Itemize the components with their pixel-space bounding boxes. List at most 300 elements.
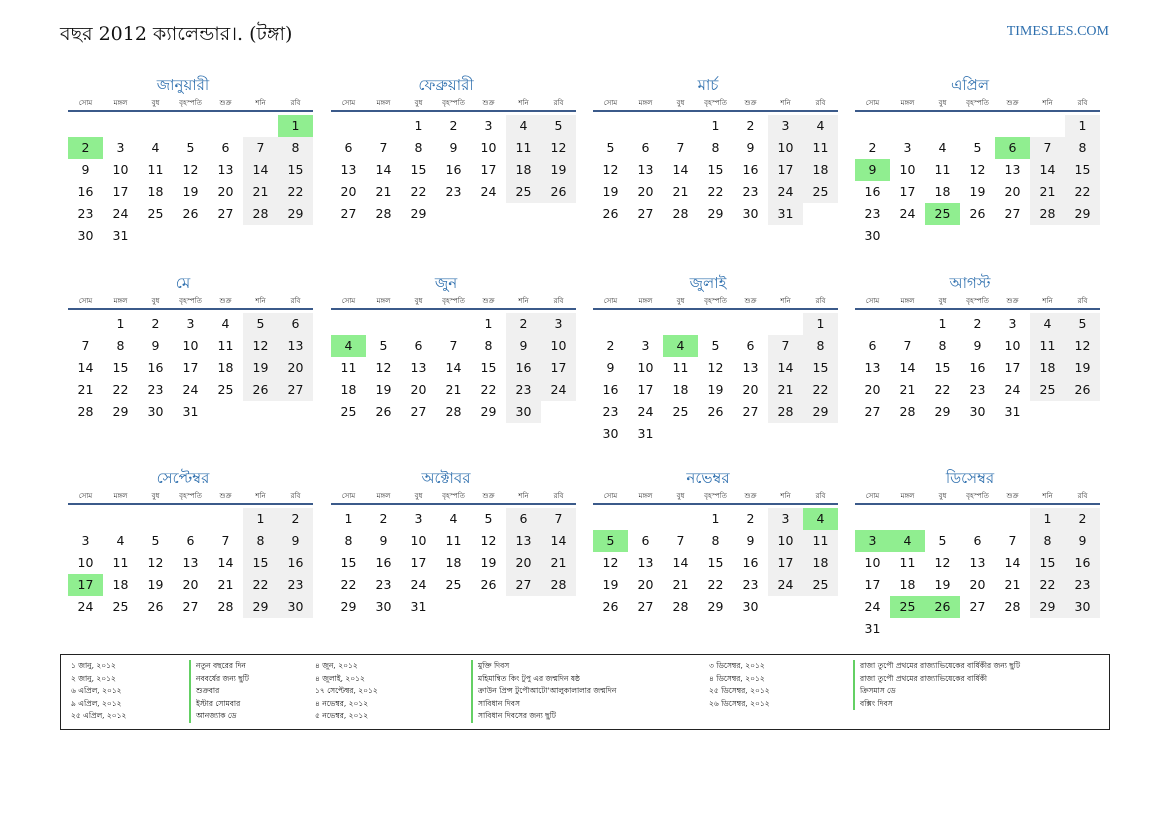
holiday-day-cell: 5 (593, 530, 628, 552)
holiday-list (60, 654, 1110, 730)
day-cell: 29 (112, 404, 129, 419)
day-cell: 11 (803, 530, 838, 552)
day-cell: 21 (672, 577, 689, 592)
day-cell: 10 (899, 162, 916, 177)
weekday-label: রবি (1077, 297, 1088, 305)
day-cell: 6 (414, 338, 423, 353)
weekday-label: বুধ (151, 492, 160, 500)
day-cell: 2 (746, 511, 755, 526)
day-cell: 1 (1030, 508, 1065, 530)
day-cell: 30 (742, 599, 759, 614)
day-cell: 26 (602, 206, 619, 221)
day-cell: 29 (480, 404, 497, 419)
day-cell: 4 (803, 115, 838, 137)
month-5 (60, 272, 306, 423)
day-cell: 3 (768, 508, 803, 530)
day-cell: 16 (278, 552, 313, 574)
day-cell: 22 (707, 184, 724, 199)
day-cell: 3 (81, 533, 90, 548)
day-cell: 18 (803, 552, 838, 574)
day-cell: 30 (969, 404, 986, 419)
day-cell: 30 (77, 228, 94, 243)
day-cell: 28 (541, 574, 576, 596)
site-link[interactable]: TIMESLES.COM (1006, 24, 1109, 39)
day-cell: 21 (541, 552, 576, 574)
day-cell: 19 (934, 577, 951, 592)
day-cell: 3 (541, 313, 576, 335)
empty-cell (960, 115, 995, 137)
day-cell: 9 (449, 140, 458, 155)
day-cell: 15 (243, 552, 278, 574)
day-cell: 16 (864, 184, 881, 199)
day-cell: 22 (707, 577, 724, 592)
day-cell: 29 (243, 596, 278, 618)
month-name: আগস্ট (949, 274, 991, 292)
day-cell: 20 (969, 577, 986, 592)
header-rule (593, 308, 838, 310)
empty-cell (890, 508, 925, 530)
day-cell: 16 (506, 357, 541, 379)
weekday-label: বৃহস্পতি (966, 99, 989, 107)
day-cell: 20 (742, 382, 759, 397)
weekday-label: মঙ্গল (638, 492, 653, 500)
empty-cell (138, 508, 173, 530)
day-cell: 11 (340, 360, 357, 375)
holiday-day-cell: 4 (803, 508, 838, 530)
day-cell: 31 (1004, 404, 1021, 419)
day-cell: 15 (278, 159, 313, 181)
month-11 (585, 467, 831, 618)
day-cell: 7 (221, 533, 230, 548)
day-cell: 2 (973, 316, 982, 331)
month-name: মে (175, 274, 191, 292)
holiday-date: ৪ নভেম্বর, ২০১২ (315, 698, 369, 708)
day-cell: 21 (768, 379, 803, 401)
weekday-label: বুধ (151, 99, 160, 107)
empty-cell (243, 115, 278, 137)
empty-cell (68, 508, 103, 530)
empty-cell (208, 508, 243, 530)
holiday-name: রাজা তুপৌ প্রথমের রাজ্যাভিষেকের বার্ষিকীর জন্য ছুটি (853, 660, 1020, 673)
day-cell: 6 (641, 140, 650, 155)
holiday-name: সাবিধান দিবস (471, 698, 520, 711)
day-cell: 5 (606, 140, 615, 155)
day-cell: 30 (602, 426, 619, 441)
day-cell: 16 (602, 382, 619, 397)
day-cell: 27 (340, 206, 357, 221)
day-cell: 14 (768, 357, 803, 379)
weekday-label: বুধ (938, 99, 947, 107)
day-cell: 5 (379, 338, 388, 353)
weekday-label: সোম (341, 492, 356, 500)
month-12 (847, 467, 1093, 640)
day-cell: 22 (803, 379, 838, 401)
holiday-day-cell: 25 (890, 596, 925, 618)
day-cell: 24 (1004, 382, 1021, 397)
day-cell: 16 (375, 555, 392, 570)
header-rule (68, 308, 313, 310)
day-cell: 29 (340, 599, 357, 614)
day-cell: 8 (278, 137, 313, 159)
empty-cell (628, 313, 663, 335)
month-name: মার্চ (697, 76, 719, 94)
day-cell: 16 (742, 162, 759, 177)
holiday-name: সাবিধান দিবসের জন্য ছুটি (471, 710, 556, 723)
day-cell: 4 (1030, 313, 1065, 335)
weekday-label: মঙ্গল (900, 99, 915, 107)
month-name: ফেব্রুয়ারী (418, 76, 474, 94)
day-cell: 30 (278, 596, 313, 618)
day-cell: 22 (410, 184, 427, 199)
day-cell: 10 (541, 335, 576, 357)
empty-cell (103, 508, 138, 530)
month-7 (585, 272, 831, 445)
day-cell: 25 (803, 181, 838, 203)
day-cell: 15 (340, 555, 357, 570)
day-cell: 8 (711, 533, 720, 548)
empty-cell (138, 115, 173, 137)
holiday-day-cell: 3 (855, 530, 890, 552)
day-cell: 6 (278, 313, 313, 335)
header-rule (855, 503, 1100, 505)
day-cell: 17 (864, 577, 881, 592)
day-cell: 29 (1065, 203, 1100, 225)
day-cell: 1 (711, 511, 720, 526)
weekday-label: শুক্র (744, 492, 757, 500)
day-cell: 10 (480, 140, 497, 155)
month-name: জুলাই (689, 274, 727, 292)
month-8 (847, 272, 1093, 423)
holiday-date: ৪ জুলাই, ২০১২ (315, 673, 365, 683)
day-cell: 27 (742, 404, 759, 419)
day-cell: 29 (707, 599, 724, 614)
day-cell: 16 (1065, 552, 1100, 574)
holiday-date: ১ জানু, ২০১২ (71, 661, 116, 670)
holiday-name: মুক্তি দিবস (471, 660, 509, 673)
empty-cell (1030, 115, 1065, 137)
day-cell: 15 (803, 357, 838, 379)
day-cell: 3 (186, 316, 195, 331)
day-cell: 28 (768, 401, 803, 423)
day-cell: 21 (1030, 181, 1065, 203)
weekday-label: সোম (865, 297, 880, 305)
empty-cell (366, 313, 401, 335)
weekday-label: শুক্র (1006, 492, 1019, 500)
day-cell: 14 (445, 360, 462, 375)
holiday-date: ২৬ ডিসেম্বর, ২০১২ (709, 698, 770, 708)
empty-cell (593, 313, 628, 335)
holiday-name: নববর্ষের জন্য ছুটি (189, 673, 249, 686)
weekday-label: বুধ (676, 297, 685, 305)
day-cell: 8 (803, 335, 838, 357)
day-cell: 7 (676, 533, 685, 548)
day-cell: 20 (278, 357, 313, 379)
day-cell: 23 (742, 184, 759, 199)
day-cell: 19 (480, 555, 497, 570)
day-cell: 7 (768, 335, 803, 357)
day-cell: 24 (637, 404, 654, 419)
holiday-name: আনজ্যাক ডে (189, 710, 236, 723)
weekday-label: রবি (1077, 492, 1088, 500)
holiday-day-cell: 9 (855, 159, 890, 181)
empty-cell (890, 115, 925, 137)
empty-cell (925, 508, 960, 530)
weekday-label: শনি (1042, 297, 1053, 305)
day-cell: 25 (1030, 379, 1065, 401)
empty-cell (663, 508, 698, 530)
day-cell: 27 (969, 599, 986, 614)
day-cell: 31 (112, 228, 129, 243)
day-cell: 26 (707, 404, 724, 419)
day-cell: 10 (1004, 338, 1021, 353)
weekday-label: মঙ্গল (376, 492, 391, 500)
day-cell: 13 (742, 360, 759, 375)
day-cell: 25 (506, 181, 541, 203)
holiday-day-cell: 2 (68, 137, 103, 159)
weekday-label: বৃহস্পতি (179, 99, 202, 107)
holiday-date: ৯ এপ্রিল, ২০১২ (71, 698, 122, 708)
day-cell: 1 (116, 316, 125, 331)
day-cell: 27 (410, 404, 427, 419)
weekday-label: মঙ্গল (900, 297, 915, 305)
day-cell: 8 (484, 338, 493, 353)
day-cell: 23 (147, 382, 164, 397)
weekday-label: শনি (1042, 492, 1053, 500)
day-cell: 22 (278, 181, 313, 203)
weekday-label: রবি (1077, 99, 1088, 107)
day-cell: 6 (868, 338, 877, 353)
day-cell: 21 (375, 184, 392, 199)
day-cell: 5 (186, 140, 195, 155)
weekday-label: সোম (603, 492, 618, 500)
weekday-label: শুক্র (482, 297, 495, 305)
day-cell: 26 (480, 577, 497, 592)
day-cell: 15 (1030, 552, 1065, 574)
empty-cell (68, 313, 103, 335)
day-cell: 23 (1065, 574, 1100, 596)
day-cell: 7 (1008, 533, 1017, 548)
day-cell: 20 (182, 577, 199, 592)
weekday-label: মঙ্গল (638, 297, 653, 305)
day-cell: 18 (506, 159, 541, 181)
day-cell: 29 (707, 206, 724, 221)
weekday-label: বৃহস্পতি (442, 492, 465, 500)
day-cell: 20 (864, 382, 881, 397)
day-cell: 23 (77, 206, 94, 221)
day-cell: 31 (864, 621, 881, 636)
day-cell: 31 (410, 599, 427, 614)
day-cell: 12 (375, 360, 392, 375)
day-cell: 14 (77, 360, 94, 375)
day-cell: 10 (637, 360, 654, 375)
day-cell: 16 (969, 360, 986, 375)
day-cell: 28 (672, 206, 689, 221)
day-cell: 8 (344, 533, 353, 548)
day-cell: 5 (711, 338, 720, 353)
header-rule (855, 308, 1100, 310)
day-cell: 28 (1004, 599, 1021, 614)
month-4 (847, 74, 1093, 247)
day-cell: 27 (182, 599, 199, 614)
day-cell: 2 (151, 316, 160, 331)
day-cell: 18 (112, 577, 129, 592)
day-cell: 29 (278, 203, 313, 225)
empty-cell (960, 508, 995, 530)
day-cell: 1 (711, 118, 720, 133)
day-cell: 25 (672, 404, 689, 419)
day-cell: 19 (602, 577, 619, 592)
empty-cell (663, 313, 698, 335)
day-cell: 13 (637, 162, 654, 177)
day-cell: 6 (746, 338, 755, 353)
weekday-label: শনি (780, 492, 791, 500)
day-cell: 26 (147, 599, 164, 614)
weekday-label: সোম (865, 99, 880, 107)
day-cell: 22 (1030, 574, 1065, 596)
day-cell: 25 (445, 577, 462, 592)
day-cell: 26 (182, 206, 199, 221)
day-cell: 18 (147, 184, 164, 199)
day-cell: 3 (768, 115, 803, 137)
weekday-label: বৃহস্পতি (179, 297, 202, 305)
day-cell: 24 (480, 184, 497, 199)
day-cell: 17 (541, 357, 576, 379)
day-cell: 17 (480, 162, 497, 177)
day-cell: 7 (81, 338, 90, 353)
day-cell: 22 (243, 574, 278, 596)
day-cell: 20 (637, 577, 654, 592)
day-cell: 10 (410, 533, 427, 548)
holiday-name: রাজা তুপৌ প্রথমের রাজ্যাভিষেকের বার্ষিকী (853, 673, 987, 686)
month-9 (60, 467, 306, 618)
day-cell: 14 (672, 555, 689, 570)
header-rule (331, 308, 576, 310)
weekday-label: শনি (518, 297, 529, 305)
day-cell: 19 (541, 159, 576, 181)
weekday-label: শনি (780, 297, 791, 305)
day-cell: 27 (637, 206, 654, 221)
day-cell: 9 (973, 338, 982, 353)
day-cell: 8 (243, 530, 278, 552)
day-cell: 12 (602, 162, 619, 177)
empty-cell (925, 115, 960, 137)
weekday-label: রবি (815, 99, 826, 107)
day-cell: 13 (278, 335, 313, 357)
day-cell: 12 (541, 137, 576, 159)
weekday-label: রবি (553, 492, 564, 500)
day-cell: 23 (278, 574, 313, 596)
day-cell: 12 (480, 533, 497, 548)
holiday-day-cell: 25 (925, 203, 960, 225)
day-cell: 26 (1065, 379, 1100, 401)
day-cell: 17 (899, 184, 916, 199)
day-cell: 15 (480, 360, 497, 375)
weekday-label: বৃহস্পতি (966, 297, 989, 305)
day-cell: 15 (707, 162, 724, 177)
weekday-label: রবি (290, 99, 301, 107)
day-cell: 23 (506, 379, 541, 401)
day-cell: 5 (1065, 313, 1100, 335)
day-cell: 8 (1030, 530, 1065, 552)
weekday-label: বুধ (938, 492, 947, 500)
day-cell: 10 (112, 162, 129, 177)
holiday-name: মহিমান্বিত কিং টুপু এর জন্মদিন ষষ্ঠ (471, 673, 580, 686)
day-cell: 15 (410, 162, 427, 177)
day-cell: 11 (899, 555, 916, 570)
day-cell: 18 (1030, 357, 1065, 379)
day-cell: 19 (182, 184, 199, 199)
day-cell: 28 (375, 206, 392, 221)
day-cell: 3 (484, 118, 493, 133)
day-cell: 9 (379, 533, 388, 548)
day-cell: 8 (414, 140, 423, 155)
day-cell: 22 (340, 577, 357, 592)
empty-cell (593, 115, 628, 137)
day-cell: 11 (445, 533, 462, 548)
holiday-name: ক্রাউন প্রিন্স টুপৌআটো'আলুকালালার জন্মদিন (471, 685, 616, 698)
day-cell: 22 (1065, 181, 1100, 203)
weekday-label: সোম (341, 99, 356, 107)
weekday-label: বৃহস্পতি (179, 492, 202, 500)
day-cell: 11 (506, 137, 541, 159)
holiday-name: ইস্টার সোমবার (189, 698, 240, 711)
day-cell: 28 (243, 203, 278, 225)
weekday-label: শুক্র (219, 492, 232, 500)
empty-cell (401, 313, 436, 335)
day-cell: 2 (506, 313, 541, 335)
day-cell: 20 (506, 552, 541, 574)
day-cell: 2 (449, 118, 458, 133)
day-cell: 13 (410, 360, 427, 375)
day-cell: 13 (217, 162, 234, 177)
month-name: অক্টোবর (421, 469, 471, 487)
month-3 (585, 74, 831, 225)
day-cell: 1 (803, 313, 838, 335)
holiday-name: শুক্রবার (189, 685, 219, 698)
day-cell: 8 (938, 338, 947, 353)
weekday-label: বুধ (938, 297, 947, 305)
day-cell: 29 (410, 206, 427, 221)
weekday-label: মঙ্গল (638, 99, 653, 107)
day-cell: 5 (243, 313, 278, 335)
day-cell: 17 (768, 159, 803, 181)
day-cell: 23 (375, 577, 392, 592)
day-cell: 16 (742, 555, 759, 570)
day-cell: 2 (606, 338, 615, 353)
empty-cell (663, 115, 698, 137)
weekday-label: শুক্র (744, 297, 757, 305)
day-cell: 21 (243, 181, 278, 203)
day-cell: 30 (742, 206, 759, 221)
day-cell: 30 (147, 404, 164, 419)
day-cell: 9 (746, 140, 755, 155)
day-cell: 1 (484, 316, 493, 331)
day-cell: 18 (445, 555, 462, 570)
header-rule (331, 503, 576, 505)
day-cell: 21 (77, 382, 94, 397)
empty-cell (855, 508, 890, 530)
day-cell: 11 (1030, 335, 1065, 357)
day-cell: 5 (541, 115, 576, 137)
empty-cell (628, 115, 663, 137)
day-cell: 30 (506, 401, 541, 423)
day-cell: 16 (445, 162, 462, 177)
day-cell: 28 (899, 404, 916, 419)
weekday-label: রবি (815, 492, 826, 500)
day-cell: 19 (602, 184, 619, 199)
day-cell: 26 (602, 599, 619, 614)
day-cell: 12 (969, 162, 986, 177)
